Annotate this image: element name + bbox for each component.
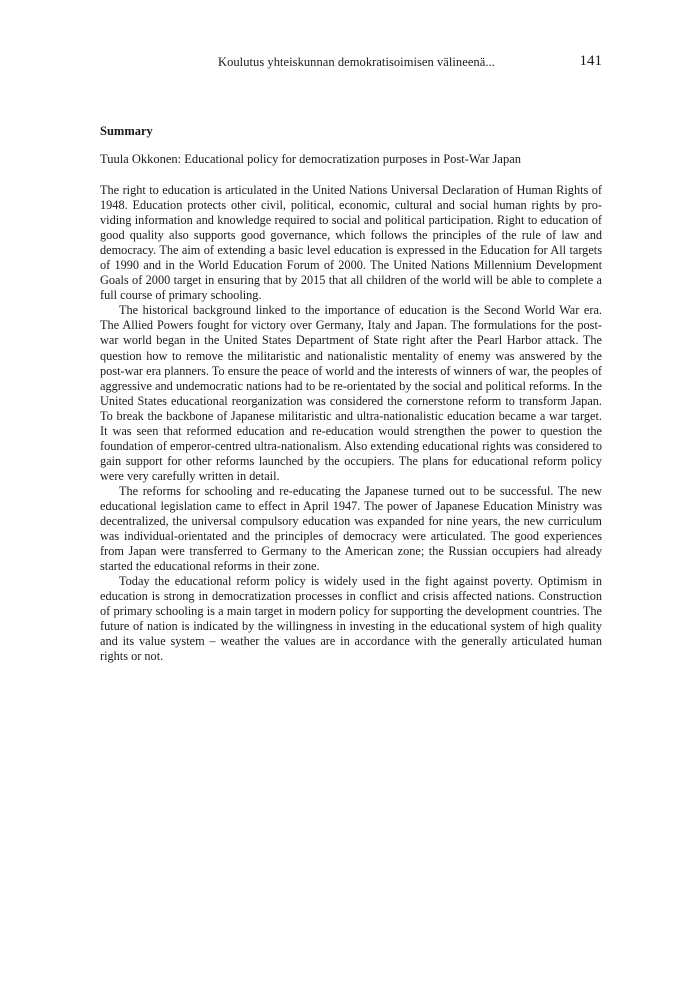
summary-section: [100, 124, 602, 665]
summary-paragraph-3: The reforms for schooling and re-educating the Japanese turned out to be successful. The new educational legislation came to effect in April 1947. The power of Japanese Education Ministry was decentralized, the universal compulsory education was expanded for nine years, the new curriculum was individual-orientated and the principles of democracy were articulated. The good experiences from Japan were transferred to Germany to the American zone; the Russian occupiers had already started the educational reforms in their zone.: [100, 483, 602, 574]
summary-paragraph-2: The historical background linked to the importance of education is the Second World War era. The Allied Powers fought for victory over Germany, Italy and Japan. The formulations for the postwar world began in the United States Department of State right after the Pearl Harbor attack. The question how to remove the militaristic and nationalistic mentality of enemy was answered by the post-war era planners. To ensure the peace of world and the interests of winners of war, the peoples of aggressive and undemocratic nations had to be re-orientated by the social and political reforms. In the United States educational reorganization was considered the cornerstone reform to transform Japan. To break the backbone of Japanese militaristic and ultra-nationalistic education became a war target. It was seen that reformed education and re-education would strengthen the power to question the foundation of emperor-centred ultra-nationalism. Also extending educational rights was considered to gain support for other reforms launched by the occupiers. The plans for educational reform policy were very carefully written in detail.: [100, 303, 602, 483]
running-title: Koulutus yhteiskunnan demokratisoimisen välineenä...: [218, 55, 495, 69]
summary-subtitle: Tuula Okkonen: Educational policy for democratization purposes in Post-War Japan: [100, 152, 522, 166]
page-number: 141: [579, 53, 602, 69]
summary-heading: Summary: [100, 124, 153, 138]
summary-paragraph-1: The right to education is articulated in the United Nations Universal Declaration of Human Rights of 1948. Education protects other civil, political, economic, cultural and social human rights by providing information and knowledge required to social and political participation. Right to education of good quality also supports good governance, which follows the principles of the rule of law and democracy. The aim of extending a basic level education is expressed in the Education for All targets of 1990 and in the World Education Forum of 2000. The United Nations Millennium Development Goals of 2000 target in ensuring that by 2015 that all children of the world will be able to complete a full course of primary schooling.: [100, 183, 602, 303]
summary-paragraph-4: Today the educational reform policy is widely used in the fight against poverty. Optimism in education is strong in democratization processes in conflict and crisis affected nations. Construction of primary schooling is a main target in modern policy for supporting the development countries. The future of nation is indicated by the willingness in investing in the educational system of high quality and its value system – weather the values are in accordance with the generally articulated human rights or not.: [100, 574, 602, 664]
running-header: [100, 53, 602, 73]
